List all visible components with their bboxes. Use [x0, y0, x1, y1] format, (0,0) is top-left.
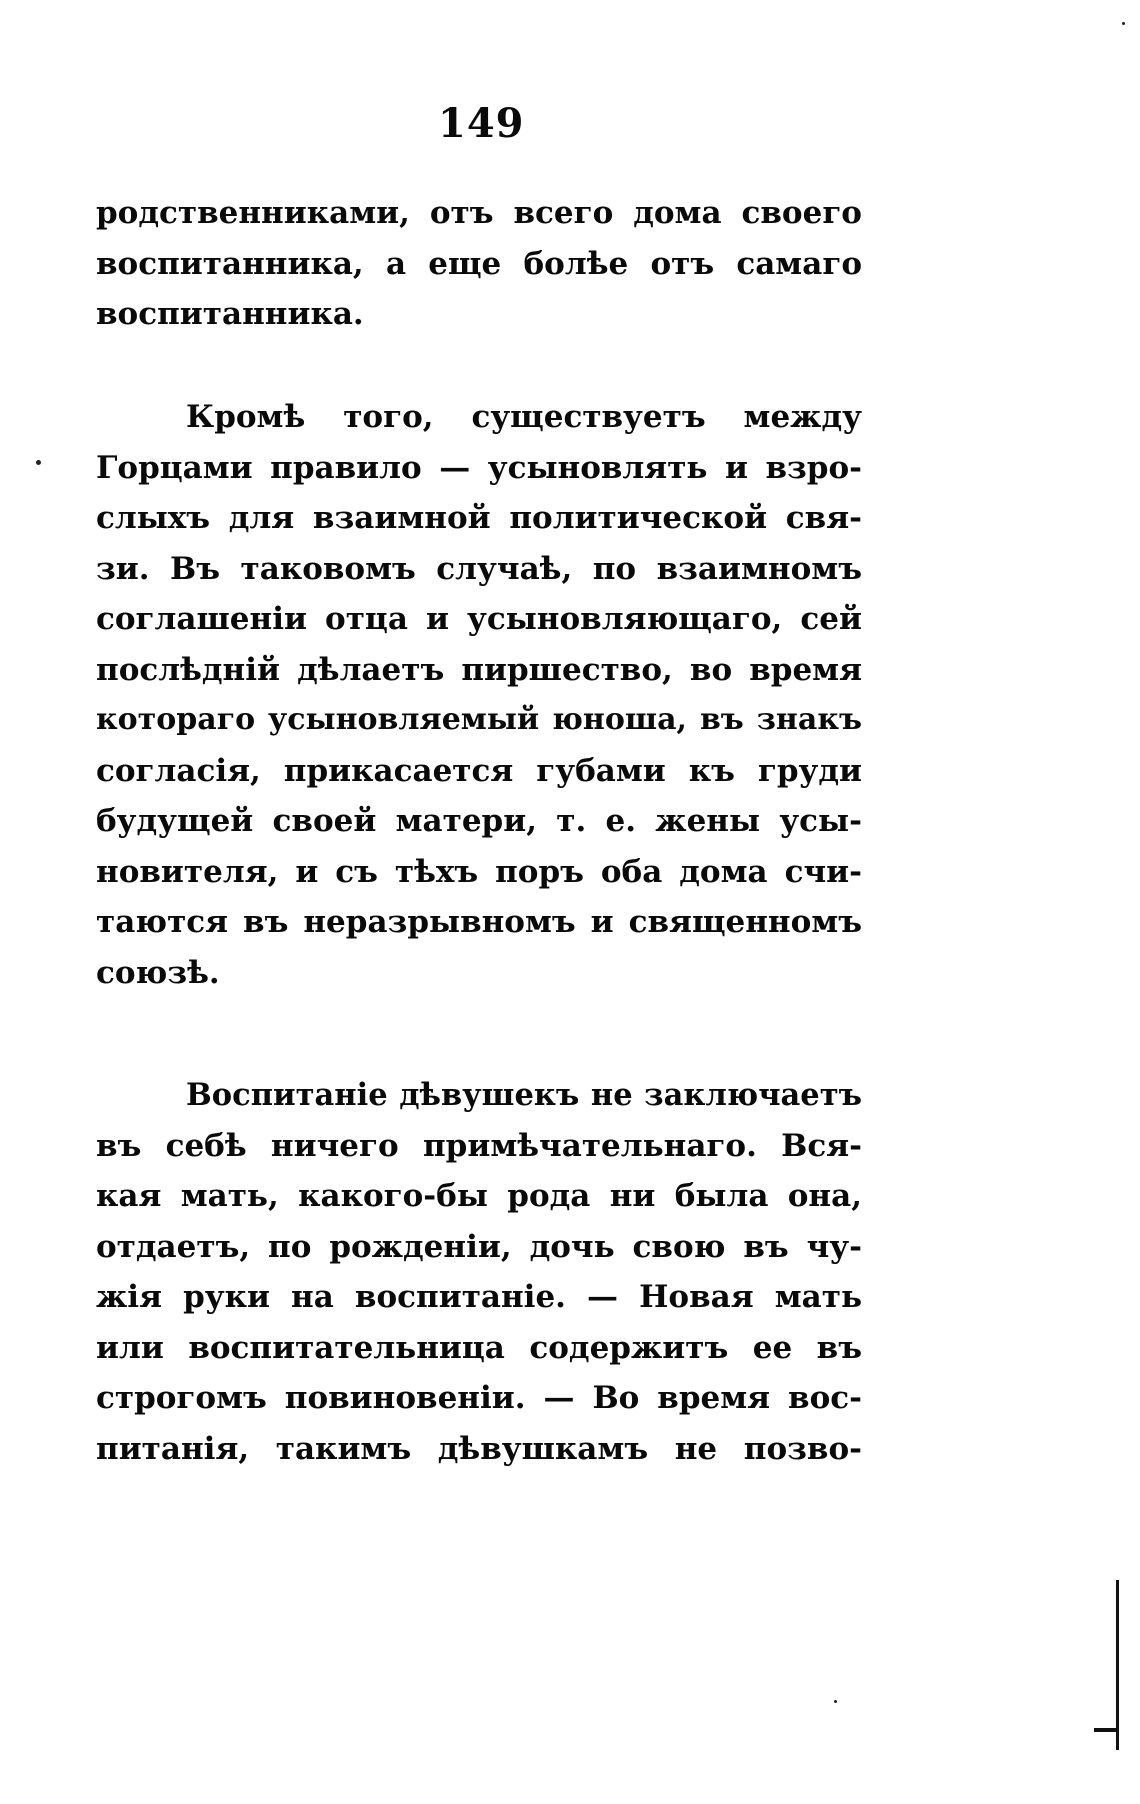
text-line: Воспитаніе дѣвушекъ не заключаетъ [186, 1077, 862, 1113]
text-line: новителя, и съ тѣхъ поръ оба дома счи- [96, 853, 862, 890]
text-line: согласія, прикасается губами къ груди [96, 752, 862, 789]
text-line: Горцами правило — усыновлять и взро- [96, 449, 862, 486]
text-line: воспитанника. [96, 296, 364, 332]
text-line: послѣдній дѣлаетъ пиршество, во время [96, 651, 862, 688]
text-line: или воспитательница содержитъ ее въ [96, 1329, 862, 1366]
text-line: въ себѣ ничего примѣчательнаго. Вся- [96, 1127, 862, 1164]
text-line: котораго усыновляемый юноша, въ знакъ [96, 702, 862, 737]
text-line: будущей своей матери, т. е. жены усы- [96, 803, 862, 839]
scan-speck [834, 1700, 837, 1703]
scan-edge-dash [1094, 1728, 1116, 1732]
text-line: соглашеніи отца и усыновляющаго, сей [96, 601, 862, 637]
text-line: Кромѣ того, существуетъ между [186, 399, 862, 435]
paragraph-1 [96, 188, 862, 340]
text-line: слыхъ для взаимной политической свя- [96, 500, 862, 536]
text-line: воспитанника, а еще болѣе отъ самаго [96, 245, 862, 282]
scan-speck [1122, 22, 1125, 25]
scan-speck [36, 460, 41, 465]
paragraph-3 [96, 1070, 862, 1474]
text-line: строгомъ повиновеніи. — Во время вос- [96, 1380, 862, 1416]
text-line: союзѣ. [96, 954, 220, 991]
text-line: питанія, такимъ дѣвушкамъ не позво- [96, 1430, 862, 1467]
text-line: родственниками, отъ всего дома своего [96, 195, 862, 231]
text-line: таются въ неразрывномъ и священномъ [96, 904, 862, 940]
text-line: кая мать, какого-бы рода ни была она, [96, 1178, 862, 1214]
scan-edge-line [1116, 1580, 1119, 1750]
text-line: зи. Въ таковомъ случаѣ, по взаимномъ [96, 550, 862, 587]
text-line: отдаетъ, по рожденіи, дочь свою въ чу- [96, 1228, 862, 1265]
paragraph-2 [96, 392, 862, 998]
text-line: жія руки на воспитаніе. — Новая мать [96, 1279, 862, 1315]
page-number: 149 [438, 100, 525, 147]
